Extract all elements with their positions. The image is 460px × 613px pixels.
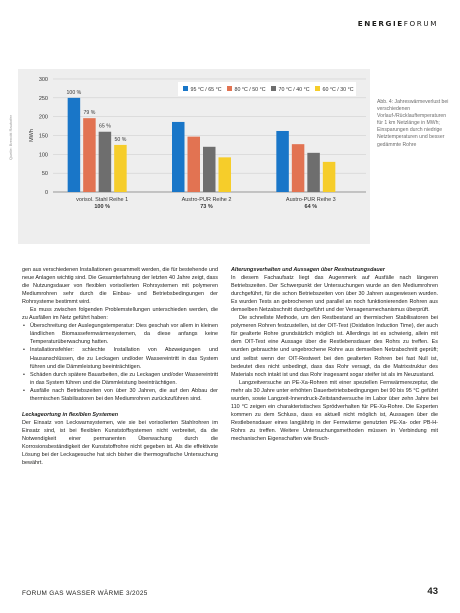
x-tick-label: Austro-PUR Reihe 3 [285,197,336,203]
left-column [22,266,218,467]
legend-swatch [227,86,232,91]
data-label: 65 % [99,123,111,130]
page-number: 43 [427,586,438,597]
section-rubric: ENERGIEFORUM [357,19,438,28]
bar-chart [18,69,370,244]
x-tick-label: Austro-PUR Reihe 2 [181,197,232,203]
legend-swatch [315,86,320,91]
bar [114,145,127,192]
figure-source: Quelle: Brencitt Rauhofer [8,115,13,160]
legend-label: 95 °C / 65 °C [190,87,222,93]
bar [292,144,305,192]
legend-swatch [271,86,276,91]
y-tick-label: 300 [38,77,48,83]
list-item: • Überschreitung der Auslegungstemperatur: Dies geschah vor allem in kleinen ländlichen Biomassefernwärmesystemen, da diese anfangs keine Temperaturüberwachung hatten. [30,322,218,346]
data-label: 50 % [114,136,127,143]
y-tick-label: 250 [38,95,48,102]
list-item: • Installationsfehler: schlechte Installation von Abzweigungen und Hausanschlüssen, die zu Leckagen und/oder Wassereintritt in das System führen und die Dämmleistung beeinträchtigen. [30,346,218,370]
bar [83,118,96,192]
right-column [231,266,438,443]
bar [323,162,336,192]
paragraph: gen aus verschiedenen Installationen gesammelt werden, die für bestehende und neue Anlagen wichtig sind. Die Gesamterfahrung der letzten 40 Jahre zeigt, dass die Nutzungsdauer von flexiblen vorisolierten Rohrsystemen mit polymeren Mediumrohren sehr durch die Einbau- und Betriebsbedingungen der Rohrsysteme bestimmt wird. [22,267,218,306]
bar [172,122,185,192]
paragraph: Der Einsatz von Leckwarnsystemen, wie sie bei vorisolierten Stahlrohren im Einsatz sind, ist bei flexiblen Kunststoffsystemen nicht verbreitet, da die Notwendigkeit einer permanenten Überwachung durch die Korrosionsbeständigkeit der Kunststoffrohre nicht gegeben ist. Als die effektivste Lösung bei der Leckagesuche hat sich bisher die thermografische Untersuchung bewährt. [22,419,218,467]
legend-swatch [183,86,188,91]
journal-footer: FORUM GAS WASSER WÄRME 3/2025 [22,590,148,597]
x-tick-percent: 100 % [94,204,110,210]
y-tick-label: 200 [38,114,48,121]
paragraph: Es muss zwischen folgenden Problemstellungen unterschieden werden, die zu Ausfällen im Netz geführt haben: [22,307,218,322]
y-tick-label: 100 [38,152,48,159]
y-tick-label: 50 [41,171,48,178]
bar [276,131,289,192]
legend-label: 70 °C / 40 °C [278,87,310,93]
y-tick-label: 0 [44,190,48,196]
legend-label: 80 °C / 50 °C [234,87,266,93]
section-heading: Leckageortung in flexiblen Systemen [22,411,119,418]
bar [219,157,232,192]
bar [68,98,81,192]
legend-label: 60 °C / 30 °C [322,87,354,93]
bar [188,137,201,192]
bar [307,153,320,192]
paragraph: Die schnellste Methode, um den Restbestand an thermischen Stabilisatoren bei polymeren Rohren festzustellen, ist der OIT-Test (Oxidation Induction Time), der auch für gealterte Rohre grundsätzlich möglich ist. Allerdings ist es schwierig, allein mit dem OIT-Test eine Aussage über die Restlebensdauer des Rohrs zu treffen. Es wurden gebrauchte und ungebrochene Rohre aus demselben Netzabschnitt geprüft; und selbst wenn der OIT-Restwert bei den gealterten Rohren bei fast Null ist, bedeutet dies nicht unbedingt, dass das Rohr versagt, da die Matrixstruktur des Materials noch intakt ist und das Rohr insgesamt sogar steifer ist als im Neuzustand. [231,315,438,378]
data-label: 79 % [83,110,96,117]
x-tick-percent: 64 % [304,204,318,210]
section-heading: Alterungsverhalten und Aussagen über Restnutzungsdauer [231,267,385,273]
x-tick-percent: 73 % [200,204,213,210]
paragraph: In diesem Fachaufsatz liegt das Augenmerk auf Ausfälle nach längeren Betriebszeiten. Der Schwerpunkt der Untersuchungen wurde an den Mediumrohren durchgeführt, für die schon Betriebszeiten von über 30 Jahren ausgewiesen wurden. Es wurden Tests an gebrochenen und parallel an noch funktionierenden Rohren aus demselben Netzabschnitt durchgeführt und der Versagensmechanismus überprüft. [231,275,438,314]
list-item: • Schäden durch spätere Bauarbeiten, die zu Leckagen und/oder Wassereintritt in das System führen und die Dämmleistung beeinträchtigen. [30,371,218,387]
problem-list [22,322,218,402]
chart-panel [18,69,370,244]
paragraph: Langzeitversuche an PE-Xa-Rohren mit einer speziellen Fernwärmerezeptur, die mehr als 30 Jahre unter erhöhten Dauerbetriebsbedingungen bei 90 bis 95 °C geführt wurden, sowie Langzeit-Innendruck-Zeitstandversuche im Labor über zehn Jahre bei 110 °C zeigen ein charakteristisches Sprödverhalten für PE-Xa-Rohre. Die Experten kommen zu dem Schluss, dass es aktuell nicht möglich ist, Aussagen über die Restlebensdauer eines langjährig in der Fernwärme genutzten PE-Xa- oder PB-H-Rohrs zu treffen. Weitere Untersuchungsmethoden müssen in Verbindung mit mechanischen Eigenschaften wie Bruch- [231,379,438,442]
data-label: 100 % [66,89,82,96]
y-axis-label: MWh [29,129,35,142]
figure-caption: Abb. 4: Jahreswärmeverlust bei verschiedenen Vorlauf-/Rücklauftemperaturen für 1 km Netzlänge in MWh; Einsparungen durch niedrige Netztemperaturen und besser gedämmte Rohre [377,99,449,148]
bar [99,132,112,192]
y-tick-label: 150 [38,133,48,140]
list-item: • Ausfälle nach Betriebszeiten von über 30 Jahren, die auf den Abbau der thermischen Stabilisatoren bei den Mediumrohren zurückzuführen sind. [30,387,218,403]
x-tick-label: vorisol. Stahl Reihe 1 [76,197,129,203]
bar [203,147,216,192]
